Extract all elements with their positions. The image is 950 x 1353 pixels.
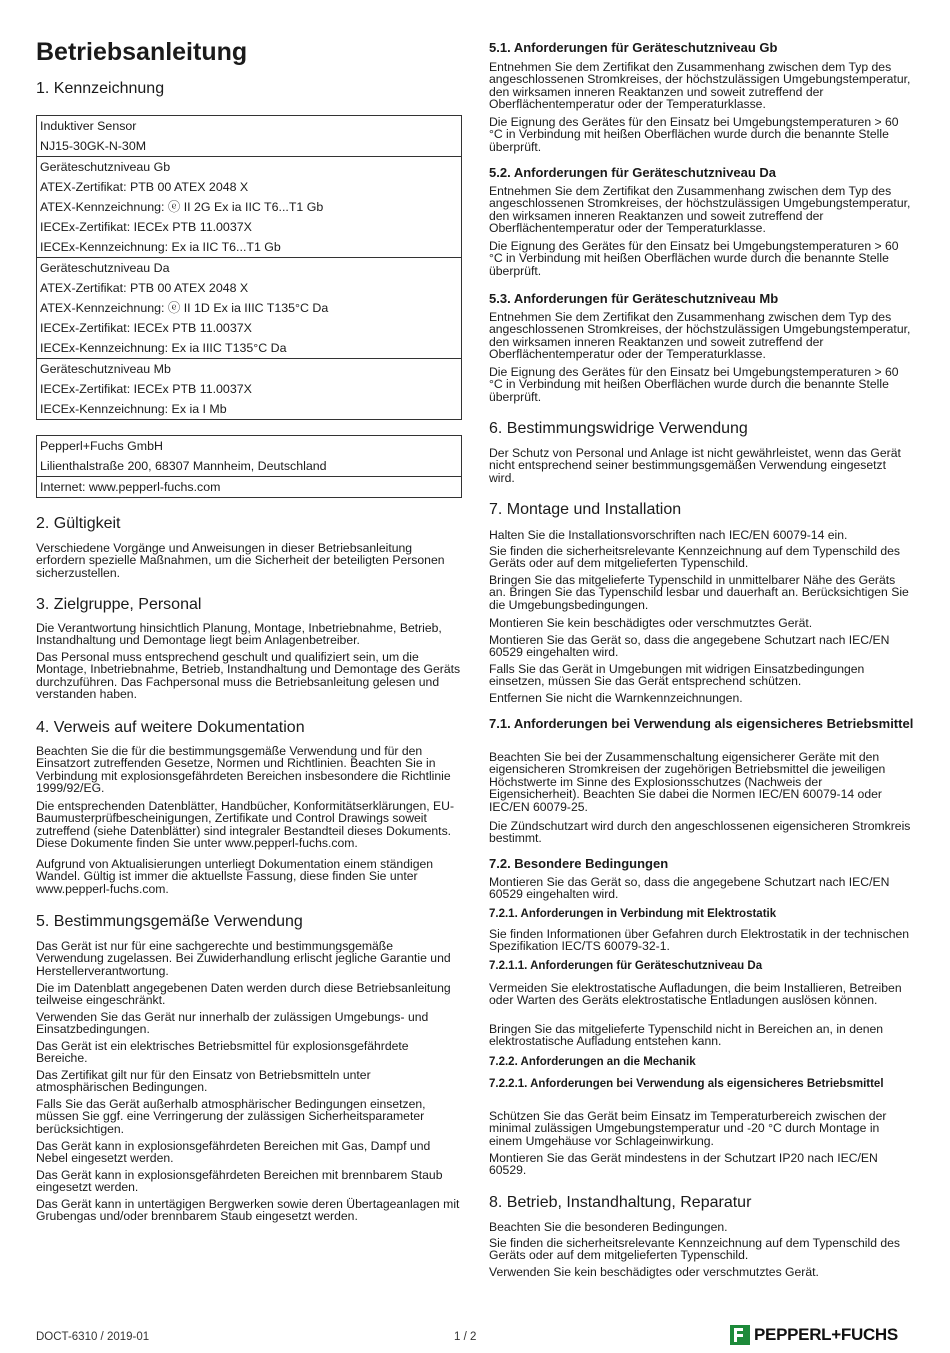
- paragraph: Montieren Sie das Gerät so, dass die angegebene Schutzart nach IEC/EN 60529 eingehalten wird.: [489, 875, 890, 902]
- box-group: [37, 436, 461, 476]
- paragraph: Das Gerät ist ein elektrisches Betriebsmittel für explosionsgefährdete Bereiche.: [36, 1039, 409, 1066]
- box-group: [37, 476, 461, 497]
- paragraph: Entnehmen Sie dem Zertifikat den Zusammenhang zwischen dem Typ des angeschlossenen Stromkreises, der höchstzulässigen Umgebungstemperatur, den wirksamen inneren Reaktanzen und soweit zutreffend der Oberflächentemperatur oder der Temperaturklasse.: [489, 184, 911, 236]
- paragraph: Die Eignung des Gerätes für den Einsatz bei Umgebungstemperaturen > 60 °C in Verbindung mit heißen Oberflächen wurde durch die benannte Stelle überprüft.: [489, 365, 899, 404]
- paragraph: Der Schutz von Personal und Anlage ist nicht gewährleistet, wenn das Gerät nicht entsprechend seiner bestimmungsgemäßen Verwendung eingesetzt wird.: [489, 446, 901, 485]
- paragraph: Die Eignung des Gerätes für den Einsatz bei Umgebungstemperaturen > 60 °C in Verbindung mit heißen Oberflächen wurde durch die benannte Stelle überprüft.: [489, 239, 899, 278]
- paragraph: Die entsprechenden Datenblätter, Handbücher, Konformitätserklärungen, EU-Baumusterprüfbescheinigungen, Zertifikate und Control Drawings soweit zutreffend (siehe Datenblätter) sind integraler Bestandteil dieses Dokuments. Diese Dokumente finden Sie unter www.pepperl-fuchs.com.: [36, 799, 455, 851]
- box-line: ATEX-Zertifikat: PTB 00 ATEX 2048 X: [40, 180, 249, 194]
- section-heading: 5.2. Anforderungen für Geräteschutzniveau Da: [489, 165, 777, 180]
- paragraph: Verwenden Sie kein beschädigtes oder verschmutztes Gerät.: [489, 1265, 819, 1279]
- paragraph: Sie finden die sicherheitsrelevante Kennzeichnung auf dem Typenschild des Geräts oder auf dem mitgelieferten Typenschild.: [489, 1236, 901, 1263]
- page-number: 1 / 2: [454, 1331, 477, 1343]
- box-line: Induktiver Sensor: [40, 119, 137, 133]
- box-line: IECEx-Kennzeichnung: Ex ia IIIC T135°C Da: [40, 341, 287, 355]
- paragraph: Beachten Sie die besonderen Bedingungen.: [489, 1220, 728, 1234]
- section-heading-kennzeichnung: 1. Kennzeichnung: [36, 80, 165, 97]
- box-group: [37, 358, 461, 419]
- section-heading: 5. Bestimmungsgemäße Verwendung: [36, 913, 303, 930]
- paragraph: Entfernen Sie nicht die Warnkennzeichnungen.: [489, 691, 743, 705]
- box-group: [37, 116, 461, 156]
- paragraph: Montieren Sie das Gerät so, dass die angegebene Schutzart nach IEC/EN 60529 eingehalten wird.: [489, 633, 890, 660]
- box-line: Pepperl+Fuchs GmbH: [40, 439, 163, 453]
- box-line: Geräteschutzniveau Gb: [40, 160, 171, 174]
- paragraph: Das Gerät ist nur für eine sachgerechte und bestimmungsgemäße Verwendung zugelassen. Bei Zuwiderhandlung erlischt jegliche Garantie und Herstellerverantwortung.: [36, 939, 451, 978]
- paragraph: Die Zündschutzart wird durch den angeschlossenen eigensicheren Stromkreis bestimmt.: [489, 819, 911, 846]
- paragraph: Das Personal muss entsprechend geschult und qualifiziert sein, um die Montage, Inbetriebnahme, Betrieb, Instandhaltung und Demontage des Geräts durchzuführen. Das Fachpersonal muss die Betriebsanleitung gelesen und verstanden haben.: [36, 650, 461, 702]
- box-line: IECEx-Zertifikat: IECEx PTB 11.0037X: [40, 321, 252, 335]
- box-line: IECEx-Zertifikat: IECEx PTB 11.0037X: [40, 382, 252, 396]
- paragraph: Verschiedene Vorgänge und Anweisungen in dieser Betriebsanleitung erfordern spezielle Maßnahmen, um die Sicherheit der beteiligten Personen sicherzustellen.: [36, 541, 445, 580]
- paragraph: Entnehmen Sie dem Zertifikat den Zusammenhang zwischen dem Typ des angeschlossenen Stromkreises, der höchstzulässigen Umgebungstemperatur, den wirksamen inneren Reaktanzen und soweit zutreffend der Oberflächentemperatur oder der Temperaturklasse.: [489, 310, 911, 362]
- section-heading: 2. Gültigkeit: [36, 515, 121, 532]
- section-heading: 3. Zielgruppe, Personal: [36, 596, 202, 613]
- section-heading: 5.1. Anforderungen für Geräteschutzniveau Gb: [489, 40, 778, 55]
- paragraph: Die Eignung des Gerätes für den Einsatz bei Umgebungstemperaturen > 60 °C in Verbindung mit heißen Oberflächen wurde durch die benannte Stelle überprüft.: [489, 115, 899, 154]
- address-box: [36, 435, 462, 498]
- paragraph: Montieren Sie das Gerät mindestens in der Schutzart IP20 nach IEC/EN 60529.: [489, 1151, 878, 1178]
- paragraph: Das Gerät kann in untertägigen Bergwerken sowie deren Übertageanlagen mit Grubengas und/oder brennbarem Staub eingesetzt werden.: [36, 1197, 460, 1224]
- paragraph: Halten Sie die Installationsvorschriften nach IEC/EN 60079-14 ein.: [489, 528, 848, 542]
- marking-box: [36, 115, 462, 420]
- company-logo: [730, 1325, 898, 1345]
- document-id: DOCT-6310 / 2019-01: [36, 1331, 150, 1343]
- box-line: ATEX-Kennzeichnung: ⓔ II 1D Ex ia IIIC T135°C Da: [40, 301, 329, 315]
- paragraph: Verwenden Sie das Gerät nur innerhalb der zulässigen Umgebungs- und Einsatzbedingungen.: [36, 1010, 429, 1037]
- paragraph: Beachten Sie bei der Zusammenschaltung eigensicherer Geräte mit den eigensicheren Stromkreisen der zugehörigen Betriebsmittel die jeweiligen Höchstwerte im Sinne des Explosionsschutzes (Nachweis der Eigensicherheit). Beachten Sie dabei die Normen IEC/EN 60079-14 oder IEC/EN 60079-25.: [489, 750, 886, 814]
- paragraph: Das Gerät kann in explosionsgefährdeten Bereichen mit Gas, Dampf und Nebel eingesetzt werden.: [36, 1139, 431, 1166]
- box-line: Geräteschutzniveau Da: [40, 261, 170, 275]
- logo-text: PEPPERL+FUCHS: [754, 1325, 898, 1344]
- paragraph: Beachten Sie die für die bestimmungsgemäße Verwendung und für den Einsatzort zutreffenden Gesetze, Normen und Richtlinien. Beachten Sie in Verbindung mit explosionsgefährdeten Bereichen insbesondere die Richtlinie 1999/92/EG.: [36, 744, 451, 796]
- paragraph: Falls Sie das Gerät in Umgebungen mit widrigen Einsatzbedingungen einsetzen, müssen Sie das Gerät entsprechend schützen.: [489, 662, 865, 689]
- section-heading: 7.2.2.1. Anforderungen bei Verwendung als eigensicheres Betriebsmittel: [489, 1078, 884, 1090]
- box-line: Lilienthalstraße 200, 68307 Mannheim, Deutschland: [40, 459, 327, 473]
- section-heading: 6. Bestimmungswidrige Verwendung: [489, 420, 748, 437]
- paragraph: Entnehmen Sie dem Zertifikat den Zusammenhang zwischen dem Typ des angeschlossenen Stromkreises, der höchstzulässigen Umgebungstemperatur, den wirksamen inneren Reaktanzen und soweit zutreffend der Oberflächentemperatur oder der Temperaturklasse.: [489, 60, 911, 112]
- box-group: [37, 257, 461, 358]
- box-line: IECEx-Zertifikat: IECEx PTB 11.0037X: [40, 220, 252, 234]
- section-heading: 4. Verweis auf weitere Dokumentation: [36, 719, 305, 736]
- paragraph: Bringen Sie das mitgelieferte Typenschild nicht in Bereichen an, in denen elektrostatische Aufladung entstehen kann.: [489, 1022, 884, 1049]
- box-line: IECEx-Kennzeichnung: Ex ia IIC T6...T1 Gb: [40, 240, 281, 254]
- box-line: ATEX-Zertifikat: PTB 00 ATEX 2048 X: [40, 281, 249, 295]
- paragraph: Das Gerät kann in explosionsgefährdeten Bereichen mit brennbarem Staub eingesetzt werden.: [36, 1168, 443, 1195]
- box-group: [37, 156, 461, 257]
- paragraph: Das Zertifikat gilt nur für den Einsatz von Betriebsmitteln unter atmosphärischen Bedingungen.: [36, 1068, 371, 1095]
- paragraph: Vermeiden Sie elektrostatische Aufladungen, die beim Installieren, Betreiben oder Warten des Geräts elektrostatische Entladungen auslösen können.: [489, 981, 902, 1008]
- section-heading: 7.2.1. Anforderungen in Verbindung mit Elektrostatik: [489, 908, 777, 920]
- box-line: NJ15-30GK-N-30M: [40, 139, 147, 153]
- section-heading: 7.2. Besondere Bedingungen: [489, 856, 669, 871]
- paragraph: Die Verantwortung hinsichtlich Planung, Montage, Inbetriebnahme, Betrieb, Instandhaltung und Demontage liegt beim Anlagenbetreiber.: [36, 621, 442, 648]
- box-line: Internet: www.pepperl-fuchs.com: [40, 480, 221, 494]
- section-heading: 5.3. Anforderungen für Geräteschutzniveau Mb: [489, 291, 779, 306]
- section-heading: 7.1. Anforderungen bei Verwendung als eigensicheres Betriebsmittel: [489, 716, 914, 731]
- box-line: Geräteschutzniveau Mb: [40, 362, 171, 376]
- paragraph: Bringen Sie das mitgelieferte Typenschild in unmittelbarer Nähe des Geräts an. Bringen Sie das Typenschild lesbar und dauerhaft an. Berücksichtigen Sie die Umgebungsbedingungen.: [489, 573, 909, 612]
- page-title: Betriebsanleitung: [36, 38, 248, 66]
- pepperl-fuchs-logo-icon: [730, 1325, 750, 1345]
- paragraph: Sie finden Informationen über Gefahren durch Elektrostatik in der technischen Spezifikation IEC/TS 60079-32-1.: [489, 927, 910, 954]
- box-line: IECEx-Kennzeichnung: Ex ia I Mb: [40, 402, 227, 416]
- paragraph: Montieren Sie kein beschädigtes oder verschmutztes Gerät.: [489, 616, 813, 630]
- paragraph: Aufgrund von Aktualisierungen unterliegt Dokumentation einem ständigen Wandel. Gültig ist immer die aktuellste Fassung, diese finden Sie unter www.pepperl-fuchs.com.: [36, 857, 434, 896]
- section-heading: 7.2.1.1. Anforderungen für Geräteschutzniveau Da: [489, 960, 763, 972]
- paragraph: Die im Datenblatt angegebenen Daten werden durch diese Betriebsanleitung teilweise eingeschränkt.: [36, 981, 451, 1008]
- paragraph: Sie finden die sicherheitsrelevante Kennzeichnung auf dem Typenschild des Geräts oder auf dem mitgelieferten Typenschild.: [489, 544, 901, 571]
- section-heading: 8. Betrieb, Instandhaltung, Reparatur: [489, 1194, 752, 1211]
- section-heading: 7.2.2. Anforderungen an die Mechanik: [489, 1056, 696, 1068]
- paragraph: Falls Sie das Gerät außerhalb atmosphärischer Bedingungen einsetzen, müssen Sie ggf. eine Verringerung der zulässigen Sicherheitsparameter berücksichtigen.: [36, 1097, 426, 1136]
- box-line: ATEX-Kennzeichnung: ⓔ II 2G Ex ia IIC T6...T1 Gb: [40, 200, 324, 214]
- section-heading: 7. Montage und Installation: [489, 501, 682, 518]
- paragraph: Schützen Sie das Gerät beim Einsatz im Temperaturbereich zwischen der minimal zulässigen Umgebungstemperatur und -20 °C durch Montage in einem Umgehäuse vor Schlageinwirkung.: [489, 1109, 887, 1148]
